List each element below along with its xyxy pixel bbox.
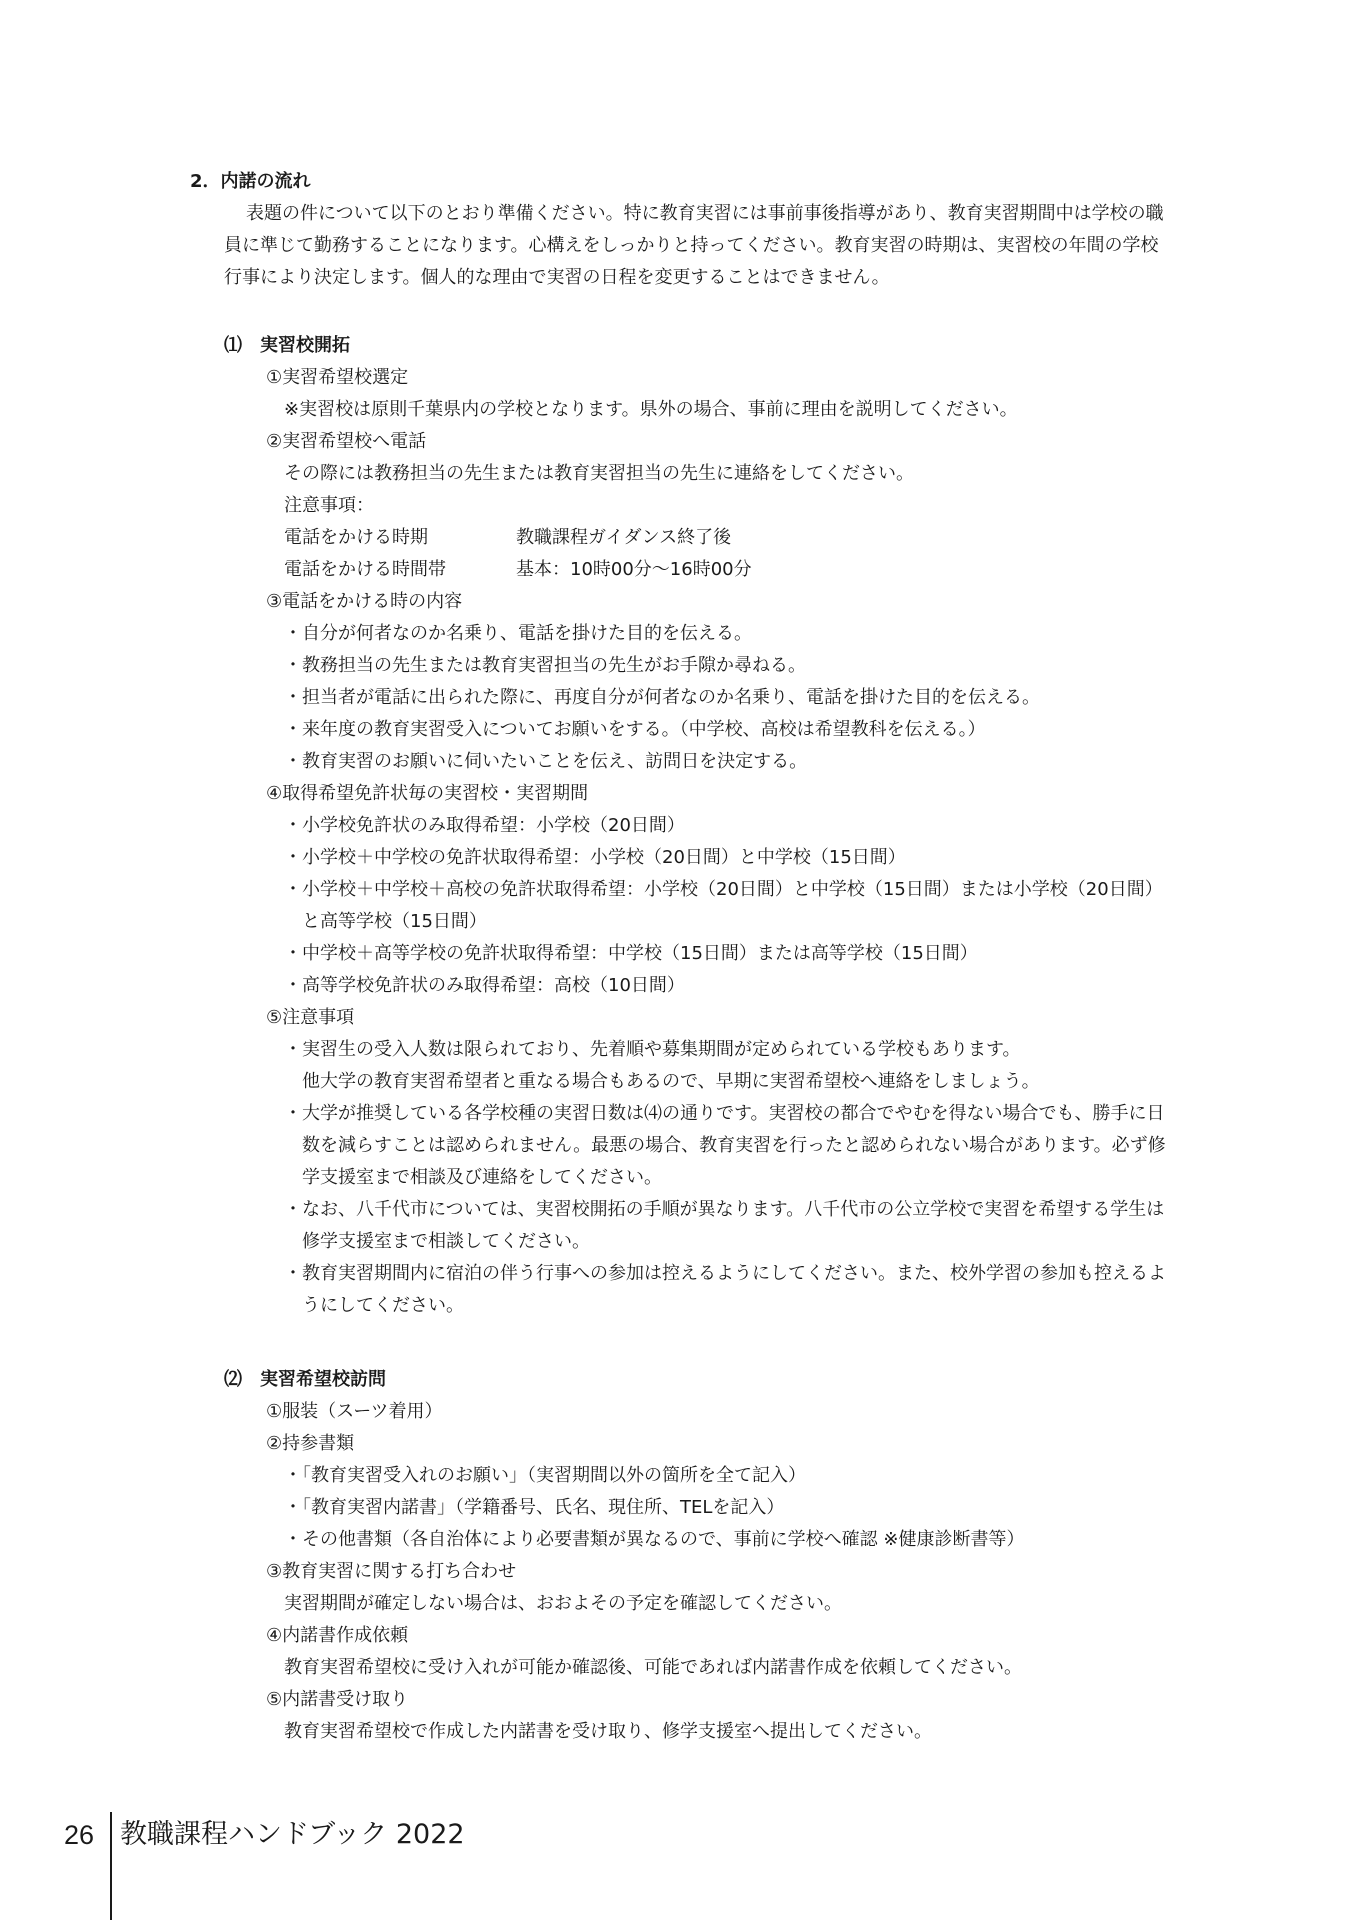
text-line: ・小学校＋中学校の免許状取得希望：小学校（20日間）と中学校（15日間） [284,847,906,868]
text-line: 電話をかける時間帯 [284,559,446,580]
text-line: ④内諾書作成依頼 [266,1625,409,1646]
section-heading: ⑵ 実習希望校訪問 [224,1369,386,1390]
text-line: ⑤注意事項 [266,1007,355,1028]
text-line: ・担当者が電話に出られた際に、再度自分が何者なのか名乗り、電話を掛けた目的を伝える。 [284,687,1040,708]
text-line: ③電話をかける時の内容 [266,591,463,612]
text-line: 員に準じて勤務することになります。心構えをしっかりと持ってください。教育実習の時期は、実習校の年間の学校 [224,235,1159,256]
footer-title: 教職課程ハンドブック 2022 [120,1819,465,1850]
text-line: 教育実習希望校に受け入れが可能か確認後、可能であれば内諾書作成を依頼してください。 [284,1657,1022,1678]
section-heading: ⑴ 実習校開拓 [224,335,350,356]
text-line: ①服装（スーツ着用） [266,1401,443,1422]
text-line: ・中学校＋高等学校の免許状取得希望：中学校（15日間）または高等学校（15日間） [284,943,978,964]
text-line: と高等学校（15日間） [302,911,487,932]
text-line: 修学支援室まで相談してください。 [302,1231,590,1252]
text-line: ・小学校免許状のみ取得希望：小学校（20日間） [284,815,685,836]
text-line: 電話をかける時期 [284,527,428,548]
section-heading: 2．内諾の流れ [190,171,311,192]
text-line: 注意事項： [284,495,374,516]
text-line: ・教育実習期間内に宿泊の伴う行事への参加は控えるようにしてください。また、校外学習の参加も控えるよ [284,1263,1166,1284]
text-line: 他大学の教育実習希望者と重なる場合もあるので、早期に実習希望校へ連絡をしましょう。 [302,1071,1040,1092]
text-line: 基本：10時00分～16時00分 [516,559,752,580]
text-line: ⑤内諾書受け取り [266,1689,409,1710]
text-line: ・自分が何者なのか名乗り、電話を掛けた目的を伝える。 [284,623,752,644]
text-line: ・その他書類（各自治体により必要書類が異なるので、事前に学校へ確認 ※健康診断書等） [284,1529,1025,1550]
text-line: ・高等学校免許状のみ取得希望：高校（10日間） [284,975,685,996]
text-line: 学支援室まで相談及び連絡をしてください。 [302,1167,662,1188]
text-line: ・来年度の教育実習受入についてお願いをする。（中学校、高校は希望教科を伝える。） [284,719,986,740]
text-line: ・教務担当の先生または教育実習担当の先生がお手隙か尋ねる。 [284,655,806,676]
text-line: ②実習希望校へ電話 [266,431,427,452]
text-line: ・「教育実習受入れのお願い」（実習期間以外の箇所を全て記入） [284,1465,806,1486]
text-line: ①実習希望校選定 [266,367,409,388]
footer-divider [110,1812,112,1920]
text-line: ・教育実習のお願いに伺いたいことを伝え、訪問日を決定する。 [284,751,808,772]
text-line: 実習期間が確定しない場合は、おおよその予定を確認してください。 [284,1593,842,1614]
page-number: 26 [64,1820,95,1850]
text-line: ・大学が推奨している各学校種の実習日数は⑷の通りです。実習校の都合でやむを得ない場合でも、勝手に日 [284,1103,1165,1124]
text-line: 表題の件について以下のとおり準備ください。特に教育実習には事前事後指導があり、教育実習期間中は学校の職 [246,203,1164,224]
text-line: ※実習校は原則千葉県内の学校となります。県外の場合、事前に理由を説明してください。 [284,399,1018,420]
text-line: ・小学校＋中学校＋高校の免許状取得希望：小学校（20日間）と中学校（15日間）または小学校（20日間） [284,879,1163,900]
text-line: ・なお、八千代市については、実習校開拓の手順が異なります。八千代市の公立学校で実習を希望する学生は [284,1199,1165,1220]
text-line: ・実習生の受入人数は限られており、先着順や募集期間が定められている学校もあります。 [284,1039,1021,1060]
text-line: ③教育実習に関する打ち合わせ [266,1561,517,1582]
text-line: うにしてください。 [302,1295,464,1316]
text-line: その際には教務担当の先生または教育実習担当の先生に連絡をしてください。 [284,463,914,484]
text-line: 教職課程ガイダンス終了後 [516,527,732,548]
text-line: 行事により決定します。個人的な理由で実習の日程を変更することはできません。 [224,267,890,288]
text-line: ④取得希望免許状毎の実習校・実習期間 [266,783,589,804]
text-line: ②持参書類 [266,1433,355,1454]
text-line: 教育実習希望校で作成した内諾書を受け取り、修学支援室へ提出してください。 [284,1721,932,1742]
text-line: ・「教育実習内諾書」（学籍番号、氏名、現住所、TELを記入） [284,1497,785,1518]
text-line: 数を減らすことは認められません。最悪の場合、教育実習を行ったと認められない場合があります。必ず修 [302,1135,1166,1156]
